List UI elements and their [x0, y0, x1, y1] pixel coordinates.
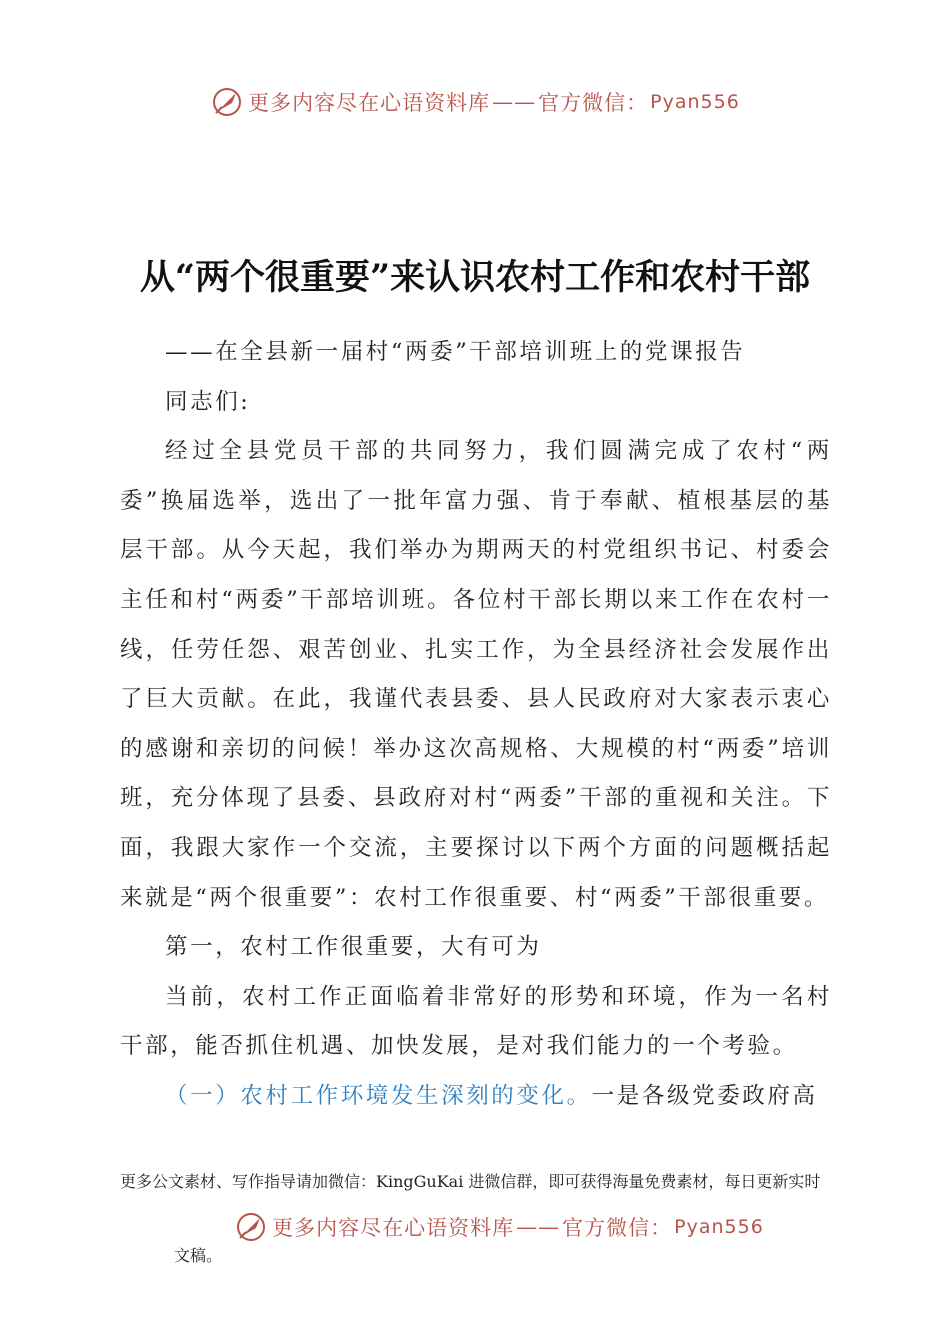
banner-official-label: 官方微信： — [538, 91, 649, 115]
banner-wechat-id: Pyan556 — [674, 1216, 764, 1238]
banner-wechat-id: Pyan556 — [650, 91, 740, 113]
document-title: 从“两个很重要”来认识农村工作和农村干部 — [139, 257, 811, 298]
quill-pen-logo-icon — [210, 85, 244, 119]
watermark-banner-top — [0, 82, 950, 122]
banner-official-label: 官方微信： — [562, 1216, 673, 1240]
section-heading-1: 第一，农村工作很重要，大有可为 — [165, 934, 542, 961]
quill-pen-logo-icon — [234, 1210, 268, 1244]
paragraph-intro: 经过全县党员干部的共同努力，我们圆满完成了农村“两委”换届选举，选出了一批年富力强、肯于奉献、植根基层的基层干部。从今天起，我们举办为期两天的村党组织书记、村委会主任和村“两委”干部培训班。各位村干部长期以来工作在农村一线，任劳任怨、艰苦创业、扎实工作，为全县经济社会发展作出了巨大贡献。在此，我谨代表县委、县人民政府对大家表示衷心的感谢和亲切的问候！举办这次高规格、大规模的村“两委”培训班，充分体现了县委、县政府对村“两委”干部的重视和关注。下面，我跟大家作一个交流，主要探讨以下两个方面的问题概括起来就是“两个很重要”：农村工作很重要、村“两委”干部很重要。 — [120, 438, 832, 911]
footer-note-line: 更多公文素材、写作指导请加微信：KingGuKai 进微信群，即可获得海量免费素材，每日更新实时 — [120, 1172, 821, 1191]
footer-note-tail: 文稿。 — [174, 1246, 223, 1265]
banner-text: 更多内容尽在心语资料库 — [272, 1216, 515, 1240]
banner-separator: —— — [492, 90, 537, 114]
subsection-heading-highlight: （一）农村工作环境发生深刻的变化。 — [165, 1082, 592, 1109]
salutation: 同志们: — [165, 388, 251, 415]
document-body — [120, 328, 832, 1122]
paragraph-subsection-1 — [120, 1072, 832, 1122]
subsection-text: 一是各级党委政府高 — [591, 1082, 818, 1109]
watermark-banner-bottom — [24, 1207, 950, 1247]
paragraph-situation: 当前，农村工作正面临着非常好的形势和环境，作为一名村干部，能否抓住机遇、加快发展，是对我们能力的一个考验。 — [120, 983, 832, 1060]
banner-text: 更多内容尽在心语资料库 — [248, 91, 491, 115]
document-subtitle: ——在全县新一届村“两委”干部培训班上的党课报告 — [165, 339, 746, 365]
banner-separator: —— — [516, 1215, 561, 1239]
